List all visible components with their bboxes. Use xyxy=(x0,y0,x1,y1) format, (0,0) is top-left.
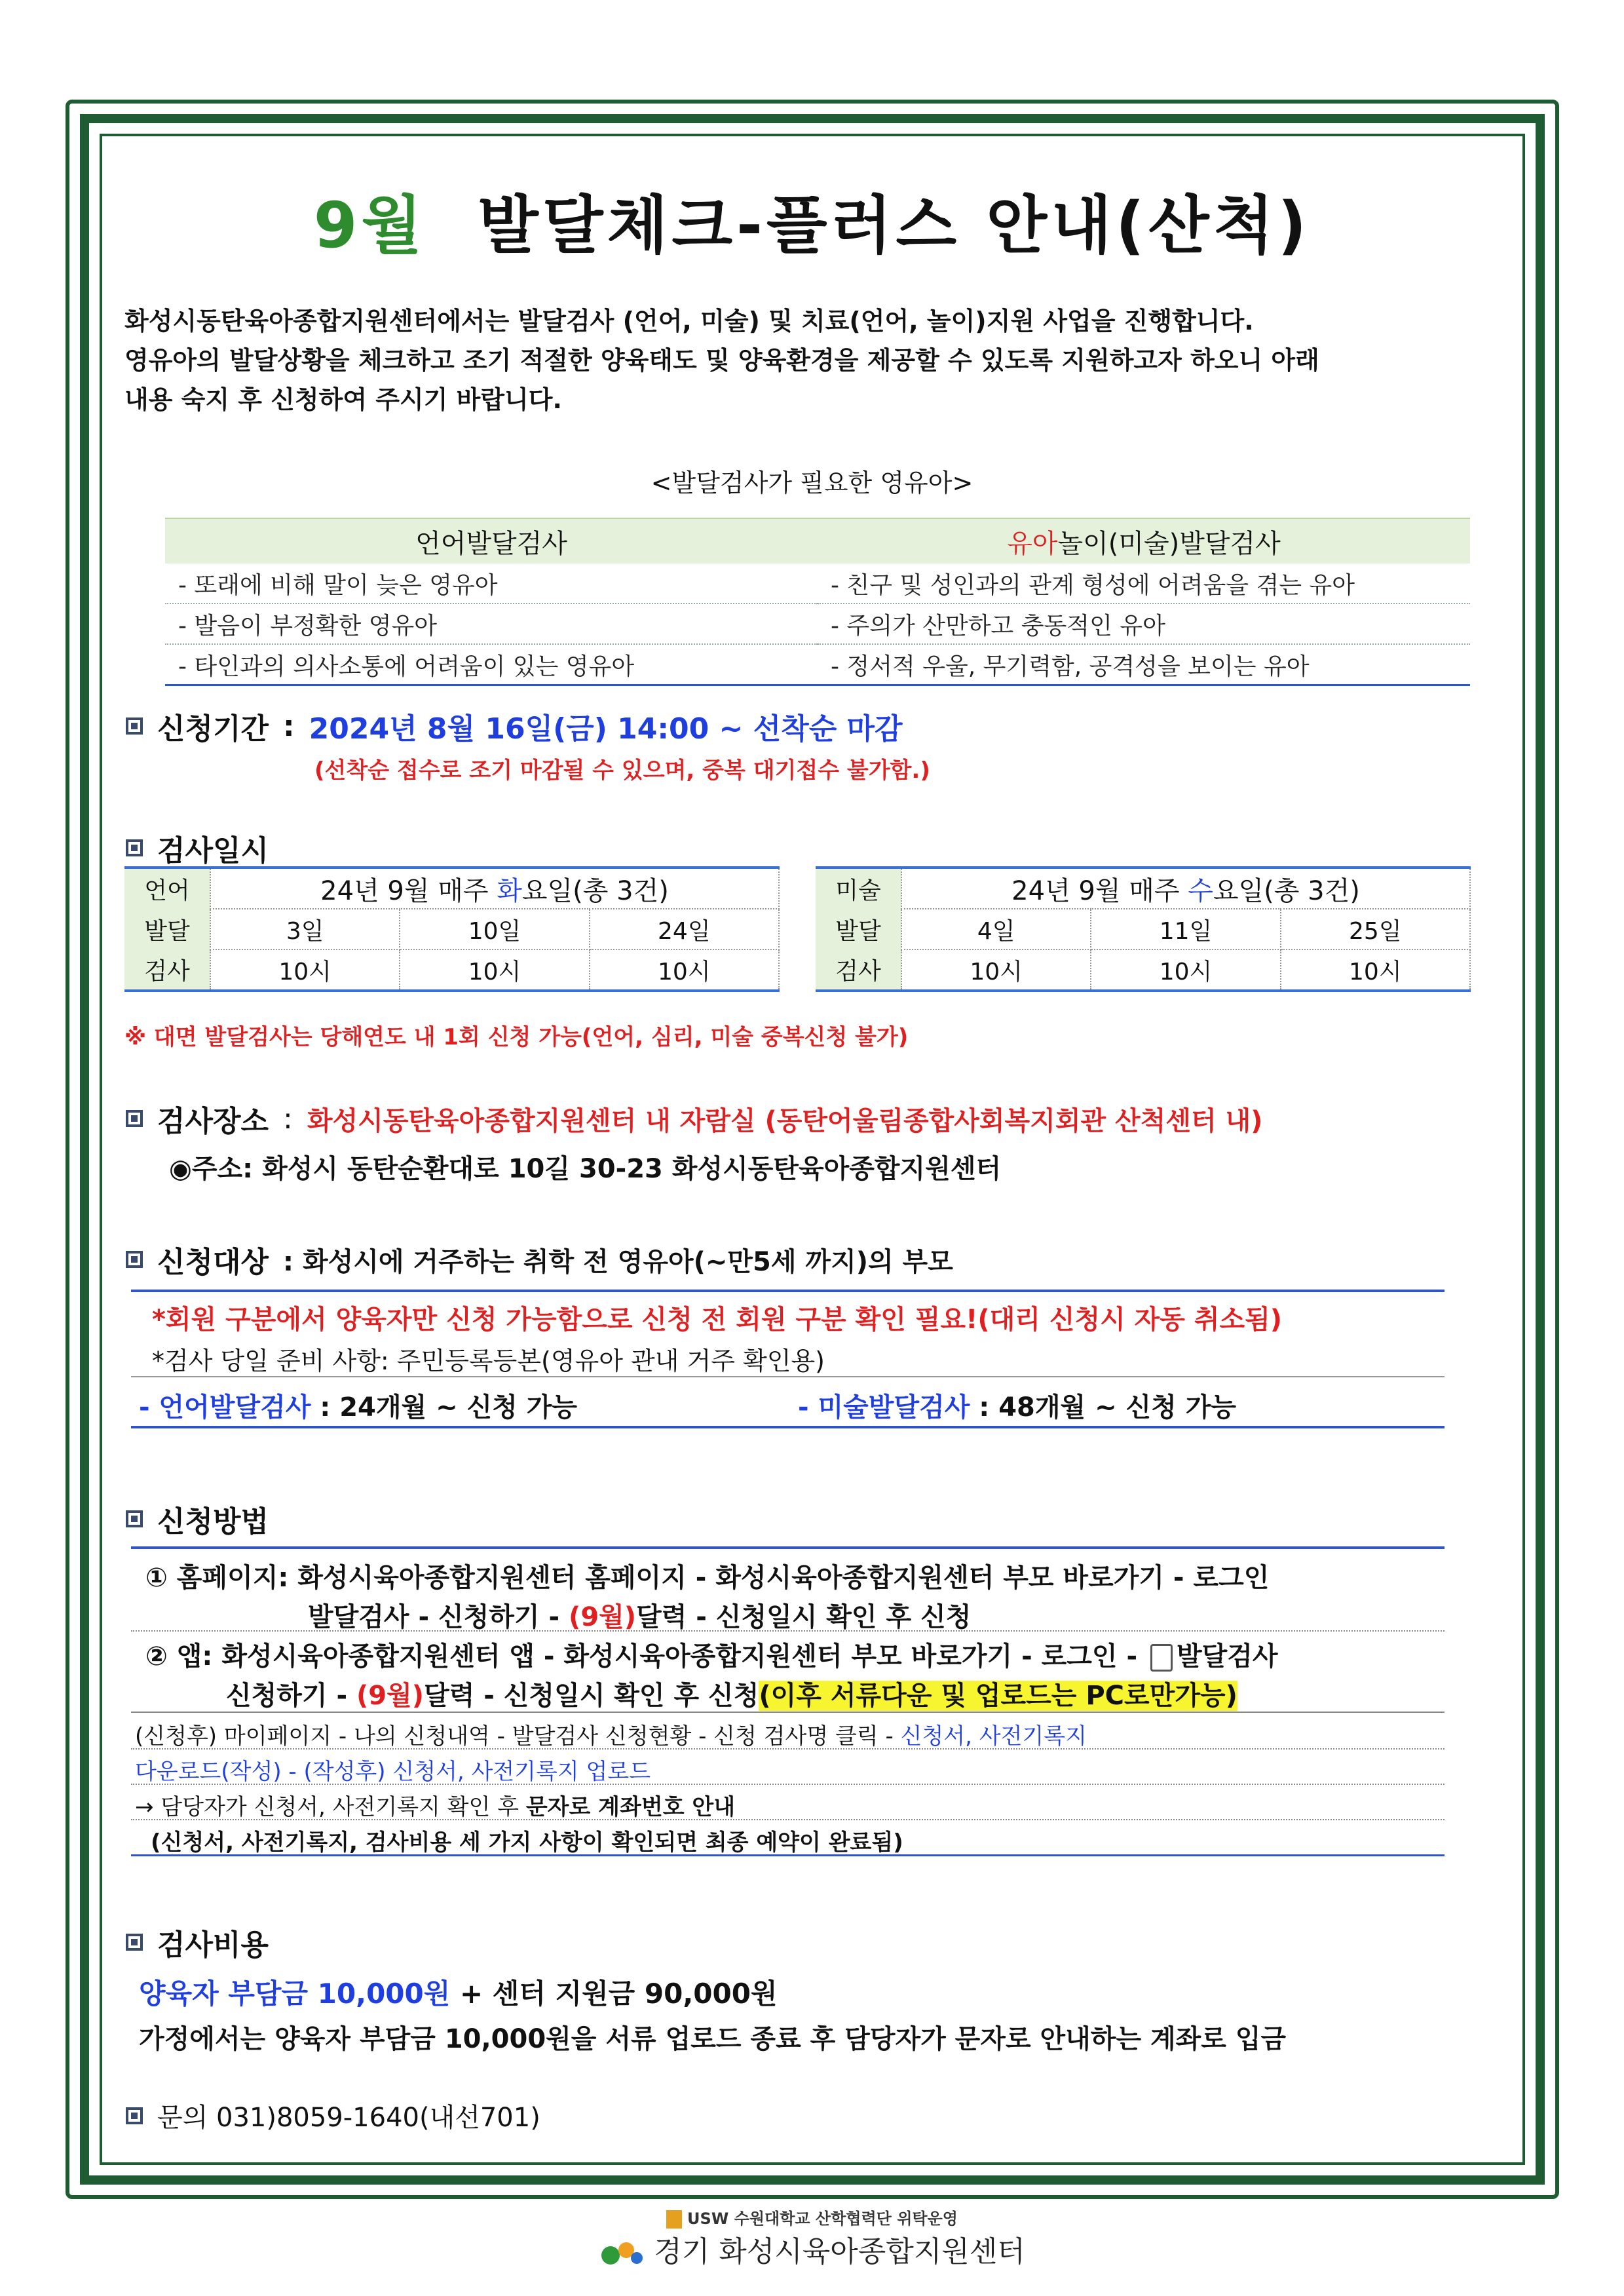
usw-credit: USW 수원대학교 산학협력단 위탁운영 xyxy=(0,2206,1624,2229)
table-row xyxy=(165,564,1470,603)
need-header-art: 유아놀이(미술)발달검사 xyxy=(818,518,1470,564)
method-line-1: ① 홈페이지: 화성시육아종합지원센터 홈페이지 - 화성시육아종합지원센터 부모 바로가기 - 로그인 xyxy=(145,1563,1270,1593)
method-divider xyxy=(131,1712,1445,1713)
place-value: 화성시동탄육아종합지원센터 내 자람실 (동탄어울림종합사회복지회관 산척센터 내) xyxy=(307,1105,1263,1136)
cost-line-2: 가정에서는 양육자 부담금 10,000원을 서류 업로드 종료 후 담당자가 문자로 안내하는 계좌로 입금 xyxy=(139,2024,1287,2054)
place-address: ◉주소: 화성시 동탄순환대로 10길 30-23 화성시동탄육아종합지원센터 xyxy=(169,1154,1002,1184)
method-divider xyxy=(131,1748,1445,1750)
cost-line-1: 양육자 부담금 10,000원 + 센터 지원금 90,000원 xyxy=(139,1978,778,2010)
schedule-time: 10시 xyxy=(901,949,1091,991)
cost-section xyxy=(126,1921,269,1963)
exam-dates-label: 검사일시 xyxy=(157,834,269,868)
schedule-time: 10시 xyxy=(210,949,400,991)
method-line-7: → 담당자가 신청서, 사전기록지 확인 후 문자로 계좌번호 안내 xyxy=(135,1794,736,1820)
contact-section xyxy=(126,2097,540,2134)
apply-period-value: 2024년 8월 16일(금) 14:00 ~ 선착순 마감 xyxy=(309,712,903,746)
exam-dates-note: ※ 대면 발달검사는 당해연도 내 1회 신청 가능(언어, 심리, 미술 중복신청 불가) xyxy=(124,1024,909,1050)
schedule-head: 24년 9월 매주 화요일(총 3건) xyxy=(210,868,779,909)
target-art: - 미술발달검사 : 48개월 ~ 신청 가능 xyxy=(798,1392,1237,1423)
usw-logo-icon xyxy=(666,2210,682,2229)
target-label: 신청대상 xyxy=(157,1246,269,1279)
table-row xyxy=(165,603,1470,644)
center-logo-icon xyxy=(599,2236,645,2271)
exam-dates-section xyxy=(126,827,269,869)
target-box-top xyxy=(131,1290,1445,1292)
apply-period-note: (선착순 접수로 조기 마감될 수 있으며, 중복 대기접수 불가함.) xyxy=(314,757,930,784)
cost-label: 검사비용 xyxy=(157,1928,269,1962)
target-section xyxy=(126,1238,953,1280)
target-box-bottom xyxy=(131,1426,1445,1428)
target-prep: *검사 당일 준비 사항: 주민등록등본(영유아 관내 거주 확인용) xyxy=(152,1347,825,1375)
intro-line: 내용 숙지 후 신청하여 주시기 바랍니다. xyxy=(124,385,562,414)
target-value: : 화성시에 거주하는 취학 전 영유아(~만5세 까지)의 부모 xyxy=(283,1246,953,1277)
schedule-time: 10시 xyxy=(400,949,589,991)
need-cell: - 정서적 우울, 무기력함, 공격성을 보이는 유아 xyxy=(818,644,1470,685)
apply-period-section xyxy=(126,705,903,747)
schedule-date: 10일 xyxy=(400,909,589,949)
section-bullet-icon xyxy=(126,839,143,856)
contact-label: 문의 031)8059-1640(내선701) xyxy=(157,2103,540,2133)
schedule-side: 발달 xyxy=(124,909,210,949)
apply-period-colon: : xyxy=(283,709,295,743)
table-row xyxy=(165,644,1470,685)
method-divider xyxy=(131,1784,1445,1785)
section-bullet-icon xyxy=(126,2107,143,2124)
schedule-time: 10시 xyxy=(590,949,779,991)
need-table xyxy=(165,518,1470,686)
schedule-date: 25일 xyxy=(1281,909,1470,949)
place-label: 검사장소 xyxy=(157,1105,269,1138)
method-divider xyxy=(131,1630,1445,1632)
schedule-side: 검사 xyxy=(816,949,901,991)
schedule-language xyxy=(124,866,780,992)
method-line-8: (신청서, 사전기록지, 검사비용 세 가지 사항이 확인되면 최종 예약이 완료됨) xyxy=(151,1829,903,1856)
intro-line: 영유아의 발달상황을 체크하고 조기 적절한 양육태도 및 양육환경을 제공할 수 있도록 지원하고자 하오니 아래 xyxy=(124,346,1319,375)
page-title xyxy=(0,176,1624,265)
need-cell: - 타인과의 의사소통에 어려움이 있는 영유아 xyxy=(165,644,818,685)
method-line-4: 신청하기 - (9월)달력 - 신청일시 확인 후 신청(이후 서류다운 및 업로드는 PC로만가능) xyxy=(226,1681,1237,1711)
section-bullet-icon xyxy=(126,1251,143,1268)
target-warning: *회원 구분에서 양육자만 신청 가능함으로 신청 전 회원 구분 확인 필요!(대리 신청시 자동 취소됨) xyxy=(152,1305,1283,1335)
target-lang: - 언어발달검사 : 24개월 ~ 신청 가능 xyxy=(139,1392,578,1423)
need-cell: - 친구 및 성인과의 관계 형성에 어려움을 겪는 유아 xyxy=(818,564,1470,603)
place-section xyxy=(126,1098,1262,1139)
method-box-top xyxy=(131,1546,1445,1549)
title-text: 발달체크-플러스 안내(산척) xyxy=(478,189,1311,262)
place-colon: : xyxy=(283,1101,293,1136)
method-divider xyxy=(131,1819,1445,1820)
schedule-side: 발달 xyxy=(816,909,901,949)
method-box-bottom xyxy=(131,1854,1445,1856)
need-header-language: 언어발달검사 xyxy=(165,518,818,564)
schedule-date: 11일 xyxy=(1091,909,1280,949)
schedule-date: 3일 xyxy=(210,909,400,949)
intro-paragraph xyxy=(124,301,1520,419)
schedule-date: 24일 xyxy=(590,909,779,949)
apply-period-label: 신청기간 xyxy=(157,712,269,746)
schedule-side: 미술 xyxy=(816,868,901,909)
schedule-time: 10시 xyxy=(1091,949,1280,991)
method-label: 신청방법 xyxy=(157,1505,269,1539)
intro-line: 화성시동탄육아종합지원센터에서는 발달검사 (언어, 미술) 및 치료(언어, 놀이)지원 사업을 진행합니다. xyxy=(124,307,1254,335)
section-bullet-icon xyxy=(126,1110,143,1127)
schedule-art xyxy=(816,866,1471,992)
schedule-head: 24년 9월 매주 수요일(총 3건) xyxy=(901,868,1470,909)
need-cell: - 주의가 산만하고 충동적인 유아 xyxy=(818,603,1470,644)
method-line-5: (신청후) 마이페이지 - 나의 신청내역 - 발달검사 신청현황 - 신청 검사명 클릭 - 신청서, 사전기록지 xyxy=(135,1723,1087,1750)
method-line-3: ② 앱: 화성시육아종합지원센터 앱 - 화성시육아종합지원센터 부모 바로가기 - 로그인 - 발달검사 xyxy=(145,1641,1278,1672)
method-line-6: 다운로드(작성) - (작성후) 신청서, 사전기록지 업로드 xyxy=(135,1759,651,1785)
section-bullet-icon xyxy=(126,1510,143,1527)
section-bullet-icon xyxy=(126,718,143,735)
target-divider xyxy=(131,1376,1445,1377)
section-bullet-icon xyxy=(126,1934,143,1951)
schedule-time: 10시 xyxy=(1281,949,1470,991)
clipboard-icon xyxy=(1150,1644,1173,1672)
center-logo: 경기 화성시육아종합지원센터 xyxy=(0,2228,1624,2271)
method-line-2: 발달검사 - 신청하기 - (9월)달력 - 신청일시 확인 후 신청 xyxy=(308,1602,972,1632)
need-cell: - 발음이 부정확한 영유아 xyxy=(165,603,818,644)
schedule-date: 4일 xyxy=(901,909,1091,949)
schedule-side: 언어 xyxy=(124,868,210,909)
need-heading: <발달검사가 필요한 영유아> xyxy=(651,469,973,497)
schedule-side: 검사 xyxy=(124,949,210,991)
need-cell: - 또래에 비해 말이 늦은 영유아 xyxy=(165,564,818,603)
method-section xyxy=(126,1498,269,1540)
title-month: 9월 xyxy=(313,189,426,262)
